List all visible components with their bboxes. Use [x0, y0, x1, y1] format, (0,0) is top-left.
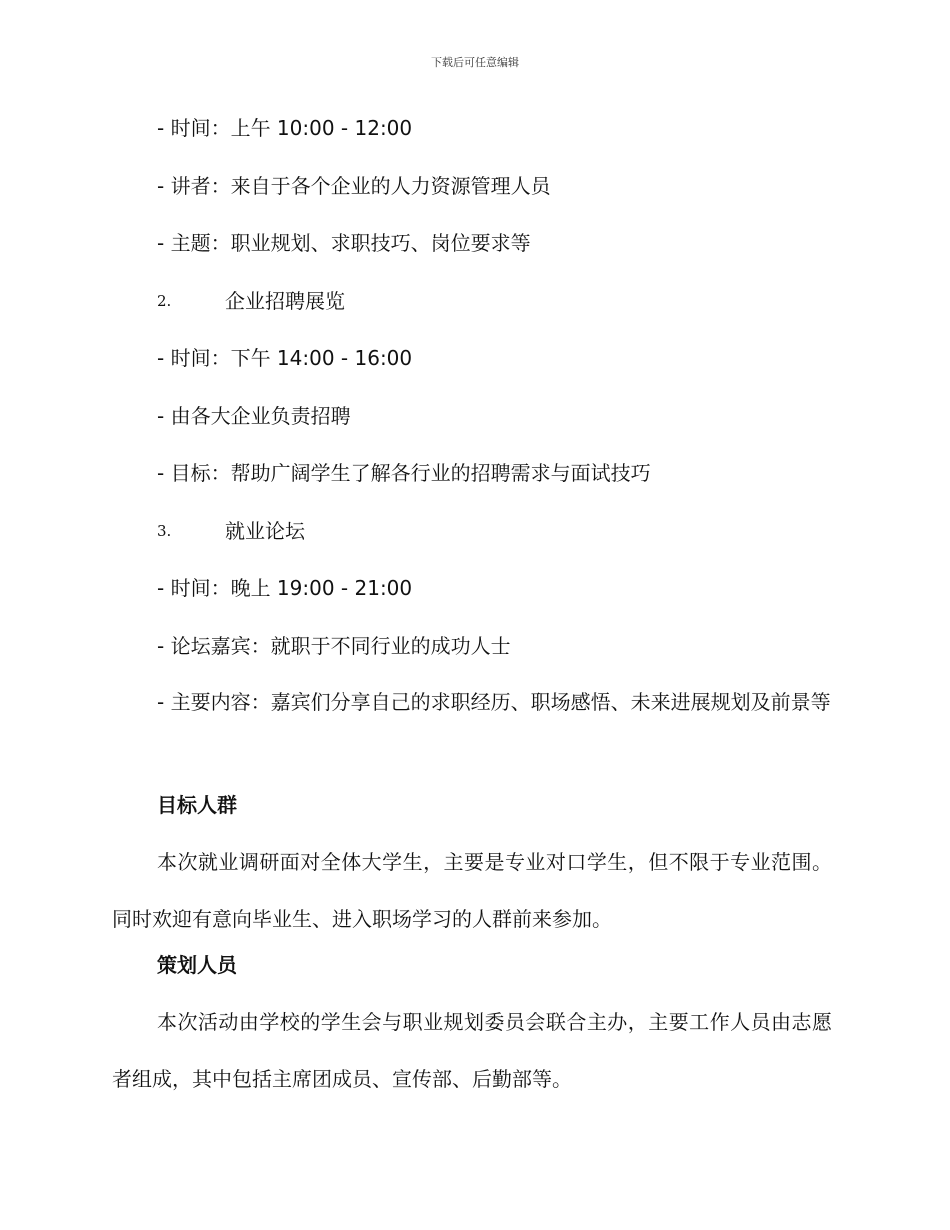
planners-heading: 策划人员 [157, 953, 237, 977]
session1-time: - 时间：上午 10:00 - 12:00 [157, 116, 413, 140]
session1-speaker: - 讲者：来自于各个企业的人力资源管理人员 [157, 174, 551, 198]
section3-number: 3. [157, 522, 172, 540]
audience-heading: 目标人群 [157, 793, 237, 817]
section3-time: - 时间：晚上 19:00 - 21:00 [157, 576, 413, 600]
section2-goal: - 目标：帮助广阔学生了解各行业的招聘需求与面试技巧 [157, 461, 651, 485]
section3-title: 就业论坛 [225, 519, 305, 543]
planners-paragraph: 本次活动由学校的学生会与职业规划委员会联合主办，主要工作人员由志愿者组成，其中包括主席团成员、宣传部、后勤部等。 [112, 1010, 832, 1091]
section2-title: 企业招聘展览 [225, 289, 345, 313]
audience-paragraph: 本次就业调研面对全体大学生，主要是专业对口学生，但不限于专业范围。同时欢迎有意向毕业生、进入职场学习的人群前来参加。 [112, 850, 832, 931]
page-header: 下载后可任意编辑 [431, 56, 519, 69]
section2-number: 2. [157, 292, 172, 310]
section2-organizer: - 由各大企业负责招聘 [157, 404, 351, 428]
section2-time: - 时间：下午 14:00 - 16:00 [157, 346, 413, 370]
section3-guests: - 论坛嘉宾：就职于不同行业的成功人士 [157, 634, 511, 658]
session1-topic: - 主题：职业规划、求职技巧、岗位要求等 [157, 231, 531, 255]
section3-content: - 主要内容：嘉宾们分享自己的求职经历、职场感悟、未来进展规划及前景等 [157, 690, 831, 714]
